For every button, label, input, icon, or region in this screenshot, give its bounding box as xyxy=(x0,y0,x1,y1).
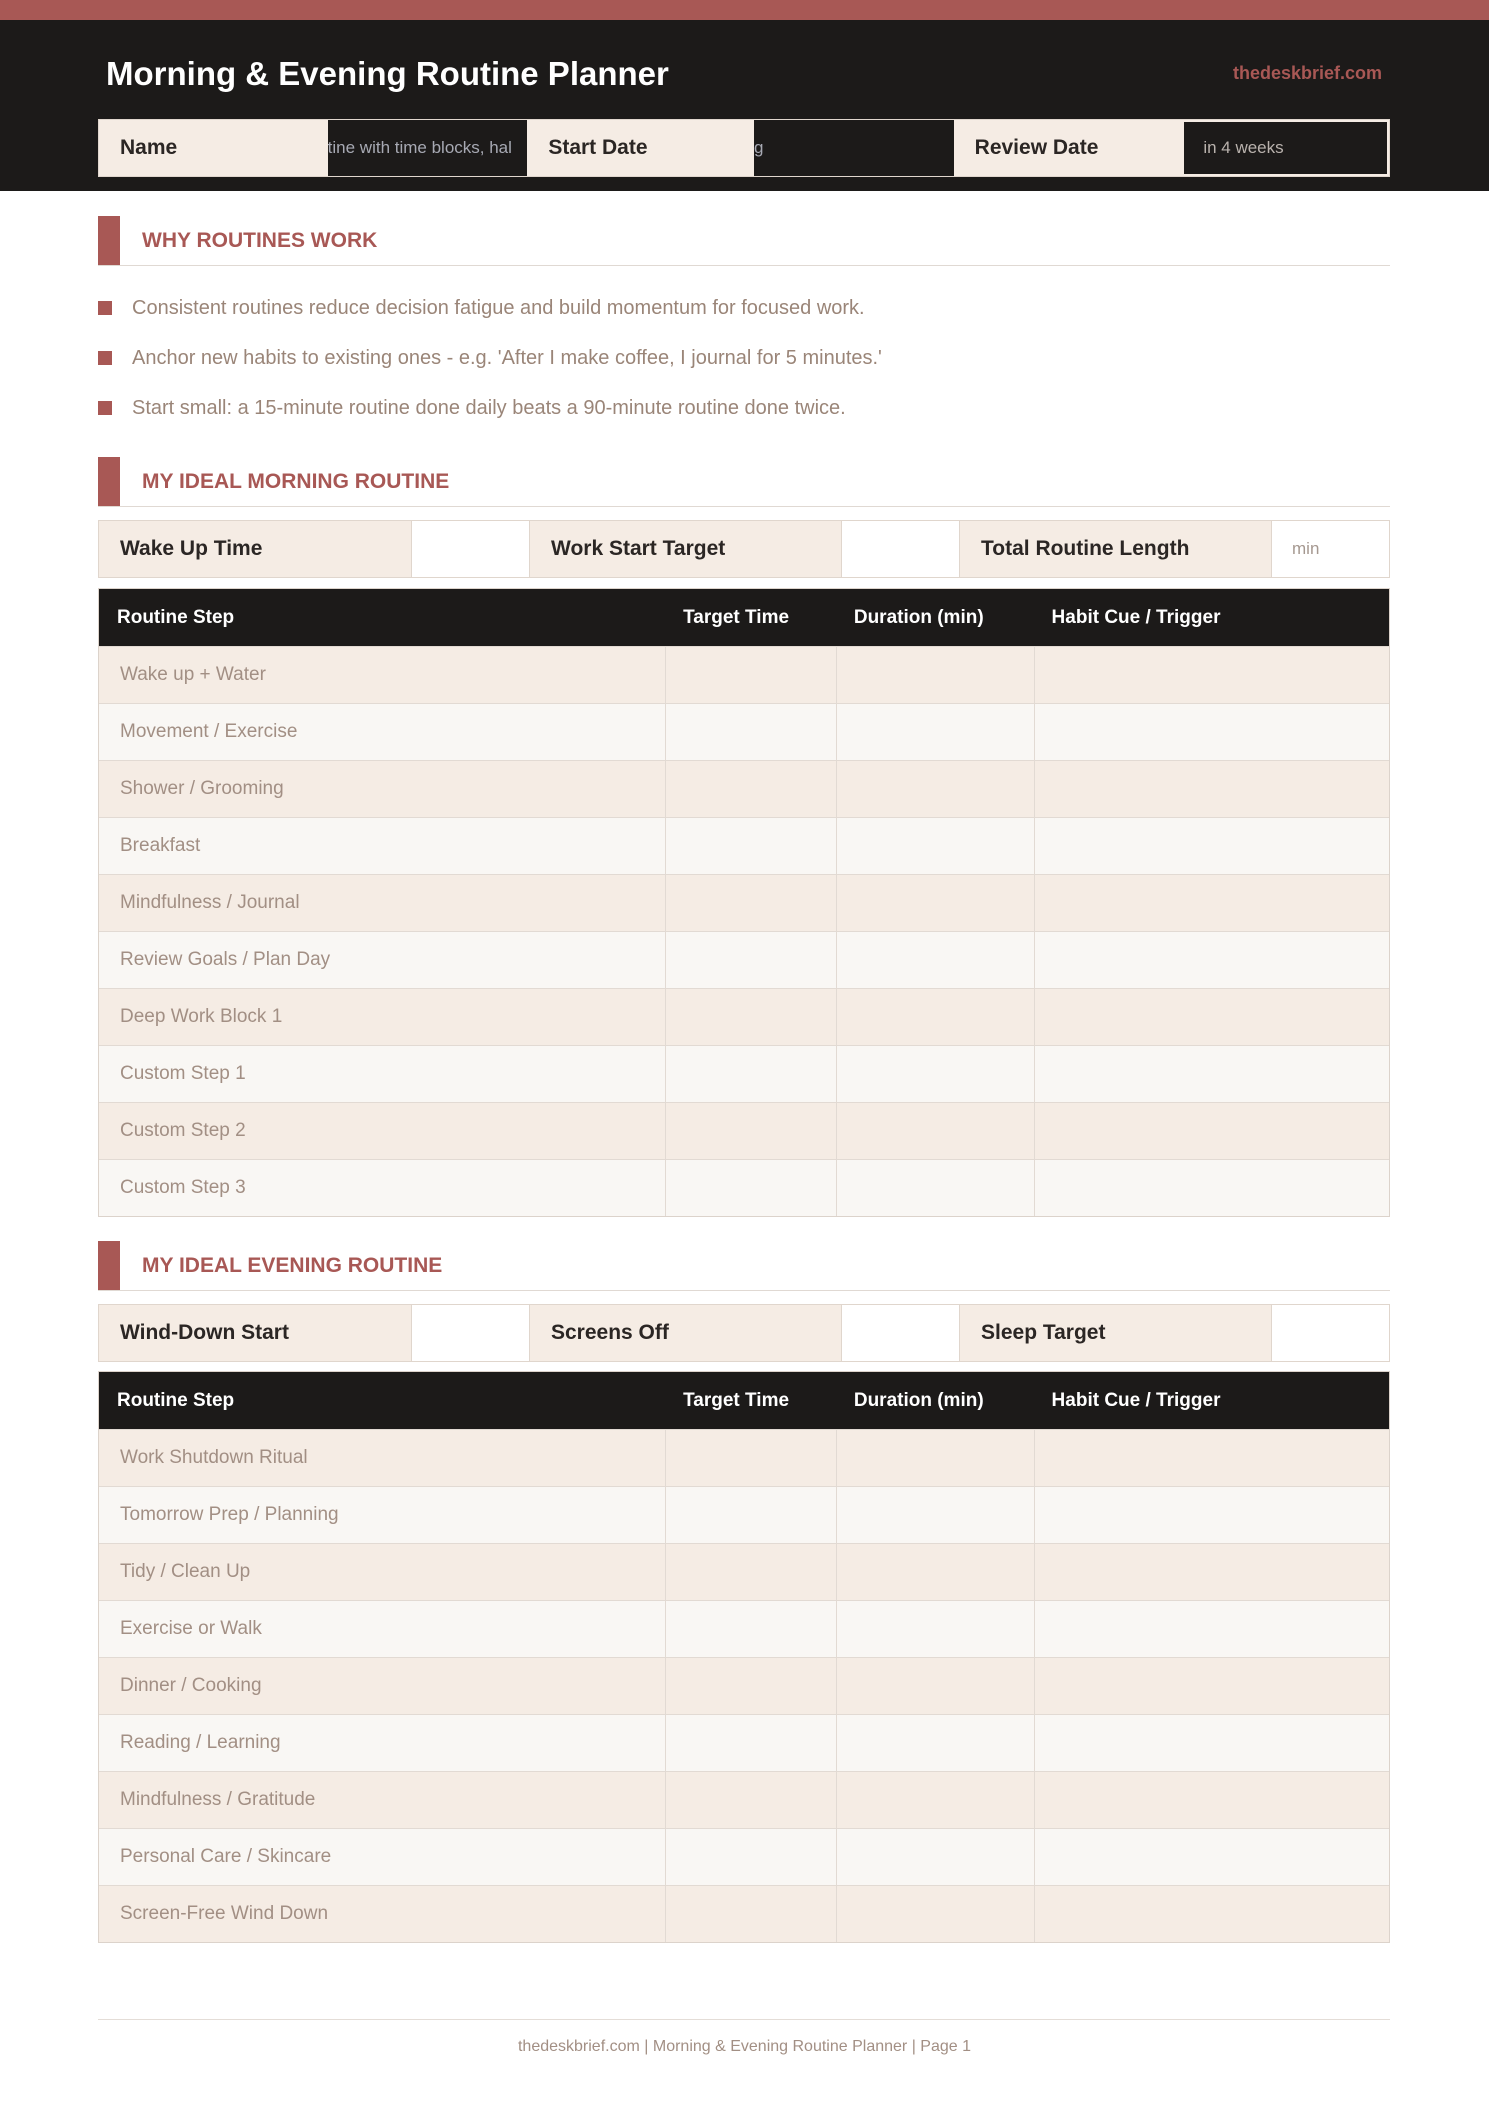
list-item: Consistent routines reduce decision fatigue and build momentum for focused work. xyxy=(98,283,1390,333)
table-row xyxy=(99,703,1389,760)
habit-cue-cell[interactable] xyxy=(1035,1046,1389,1102)
routine-step-cell: Tidy / Clean Up xyxy=(99,1544,666,1600)
target-time-cell[interactable] xyxy=(666,1046,837,1102)
table-row xyxy=(99,1486,1389,1543)
table-row xyxy=(99,760,1389,817)
target-time-cell[interactable] xyxy=(666,1601,837,1657)
bullet-square-icon xyxy=(98,351,112,365)
wake-up-label: Wake Up Time xyxy=(99,521,412,577)
target-time-cell[interactable] xyxy=(666,1487,837,1543)
target-time-cell[interactable] xyxy=(666,1430,837,1486)
habit-cue-cell[interactable] xyxy=(1035,1715,1389,1771)
target-time-cell[interactable] xyxy=(666,1160,837,1216)
name-input[interactable]: tine with time blocks, hal xyxy=(328,120,528,176)
routine-step-cell: Deep Work Block 1 xyxy=(99,989,666,1045)
routine-step-cell: Review Goals / Plan Day xyxy=(99,932,666,988)
duration-cell[interactable] xyxy=(837,1103,1035,1159)
target-time-cell[interactable] xyxy=(666,1886,837,1942)
table-row xyxy=(99,646,1389,703)
routine-step-cell: Exercise or Walk xyxy=(99,1601,666,1657)
col-target-time: Target Time xyxy=(683,606,790,628)
review-date-label: Review Date xyxy=(954,120,1183,176)
screens-off-label: Screens Off xyxy=(530,1305,842,1361)
section-accent xyxy=(98,457,120,506)
duration-cell[interactable] xyxy=(837,875,1035,931)
duration-cell[interactable] xyxy=(837,704,1035,760)
habit-cue-cell[interactable] xyxy=(1035,1103,1389,1159)
table-row xyxy=(99,1045,1389,1102)
screens-off-input[interactable] xyxy=(842,1305,960,1361)
table-row xyxy=(99,1885,1389,1942)
target-time-cell[interactable] xyxy=(666,704,837,760)
page-footer: thedeskbrief.com | Morning & Evening Routine Planner | Page 1 xyxy=(517,2038,971,2055)
table-row xyxy=(99,1159,1389,1216)
habit-cue-cell[interactable] xyxy=(1035,932,1389,988)
section-accent xyxy=(98,216,120,265)
duration-cell[interactable] xyxy=(837,1658,1035,1714)
target-time-cell[interactable] xyxy=(666,1829,837,1885)
routine-length-label: Total Routine Length xyxy=(960,521,1272,577)
col-habit-cue: Habit Cue / Trigger xyxy=(1051,1389,1221,1411)
routine-step-cell: Custom Step 3 xyxy=(99,1160,666,1216)
target-time-cell[interactable] xyxy=(666,1772,837,1828)
routine-step-cell: Work Shutdown Ritual xyxy=(99,1430,666,1486)
habit-cue-cell[interactable] xyxy=(1035,1160,1389,1216)
habit-cue-cell[interactable] xyxy=(1035,989,1389,1045)
duration-cell[interactable] xyxy=(837,1487,1035,1543)
footer-divider xyxy=(98,2019,1390,2020)
table-row xyxy=(99,988,1389,1045)
habit-cue-cell[interactable] xyxy=(1035,647,1389,703)
table-row xyxy=(99,817,1389,874)
site-link[interactable]: thedeskbrief.com xyxy=(1232,63,1382,83)
start-date-label: Start Date xyxy=(527,120,754,176)
col-duration: Duration (min) xyxy=(853,1389,984,1411)
sleep-target-label: Sleep Target xyxy=(960,1305,1272,1361)
table-header xyxy=(99,589,1389,646)
routine-step-cell: Shower / Grooming xyxy=(99,761,666,817)
duration-cell[interactable] xyxy=(837,1601,1035,1657)
col-duration: Duration (min) xyxy=(853,606,984,628)
routine-step-cell: Custom Step 2 xyxy=(99,1103,666,1159)
routine-step-cell: Breakfast xyxy=(99,818,666,874)
table-row xyxy=(99,1771,1389,1828)
duration-cell[interactable] xyxy=(837,1544,1035,1600)
habit-cue-cell[interactable] xyxy=(1035,1487,1389,1543)
evening-table xyxy=(98,1371,1390,1943)
habit-cue-cell[interactable] xyxy=(1035,1544,1389,1600)
table-row xyxy=(99,1429,1389,1486)
habit-cue-cell[interactable] xyxy=(1035,875,1389,931)
duration-cell[interactable] xyxy=(837,1430,1035,1486)
section-morning xyxy=(98,457,1390,507)
duration-cell[interactable] xyxy=(837,1046,1035,1102)
wake-up-input[interactable] xyxy=(412,521,530,577)
target-time-cell[interactable] xyxy=(666,932,837,988)
table-row xyxy=(99,1543,1389,1600)
routine-step-cell: Mindfulness / Gratitude xyxy=(99,1772,666,1828)
sleep-target-input[interactable] xyxy=(1272,1305,1389,1361)
habit-cue-cell[interactable] xyxy=(1035,1430,1389,1486)
routine-step-cell: Mindfulness / Journal xyxy=(99,875,666,931)
routine-step-cell: Personal Care / Skincare xyxy=(99,1829,666,1885)
section-heading: MY IDEAL EVENING ROUTINE xyxy=(142,1254,443,1277)
target-time-cell[interactable] xyxy=(666,647,837,703)
duration-cell[interactable] xyxy=(837,1160,1035,1216)
col-target-time: Target Time xyxy=(683,1389,790,1411)
top-accent-bar xyxy=(0,0,1489,20)
duration-cell[interactable] xyxy=(837,1829,1035,1885)
habit-cue-cell[interactable] xyxy=(1035,1658,1389,1714)
col-habit-cue: Habit Cue / Trigger xyxy=(1051,606,1221,628)
target-time-cell[interactable] xyxy=(666,989,837,1045)
target-time-cell[interactable] xyxy=(666,1544,837,1600)
duration-cell[interactable] xyxy=(837,761,1035,817)
wind-down-input[interactable] xyxy=(412,1305,530,1361)
duration-cell[interactable] xyxy=(837,989,1035,1045)
page-title: Morning & Evening Routine Planner xyxy=(106,55,669,92)
section-heading: WHY ROUTINES WORK xyxy=(142,229,378,252)
work-start-label: Work Start Target xyxy=(530,521,842,577)
habit-cue-cell[interactable] xyxy=(1035,1772,1389,1828)
table-row xyxy=(99,874,1389,931)
wind-down-label: Wind-Down Start xyxy=(99,1305,412,1361)
bullet-square-icon xyxy=(98,301,112,315)
table-row xyxy=(99,1600,1389,1657)
target-time-cell[interactable] xyxy=(666,818,837,874)
morning-fields xyxy=(98,520,1390,578)
section-accent xyxy=(98,1241,120,1290)
routine-step-cell: Screen-Free Wind Down xyxy=(99,1886,666,1942)
review-date-input[interactable]: in 4 weeks xyxy=(1182,120,1389,176)
habit-cue-cell[interactable] xyxy=(1035,818,1389,874)
routine-length-input[interactable]: min xyxy=(1272,521,1389,577)
section-why xyxy=(98,216,1390,266)
duration-cell[interactable] xyxy=(837,818,1035,874)
routine-step-cell: Wake up + Water xyxy=(99,647,666,703)
duration-cell[interactable] xyxy=(837,1886,1035,1942)
table-header xyxy=(99,1372,1389,1429)
target-time-cell[interactable] xyxy=(666,761,837,817)
table-row xyxy=(99,1657,1389,1714)
target-time-cell[interactable] xyxy=(666,875,837,931)
routine-step-cell: Custom Step 1 xyxy=(99,1046,666,1102)
work-start-input[interactable] xyxy=(842,521,960,577)
habit-cue-cell[interactable] xyxy=(1035,761,1389,817)
duration-cell[interactable] xyxy=(837,647,1035,703)
evening-fields xyxy=(98,1304,1390,1362)
list-item: Anchor new habits to existing ones - e.g. 'After I make coffee, I journal for 5 minutes.' xyxy=(98,333,1390,383)
morning-table xyxy=(98,588,1390,1217)
start-date-input[interactable]: g xyxy=(754,120,954,176)
bullet-square-icon xyxy=(98,401,112,415)
routine-step-cell: Dinner / Cooking xyxy=(99,1658,666,1714)
table-row xyxy=(99,1102,1389,1159)
routine-step-cell: Reading / Learning xyxy=(99,1715,666,1771)
routine-step-cell: Tomorrow Prep / Planning xyxy=(99,1487,666,1543)
list-item: Start small: a 15-minute routine done daily beats a 90-minute routine done twice. xyxy=(98,383,1390,433)
duration-cell[interactable] xyxy=(837,1715,1035,1771)
table-row xyxy=(99,1714,1389,1771)
table-row xyxy=(99,1828,1389,1885)
target-time-cell[interactable] xyxy=(666,1103,837,1159)
target-time-cell[interactable] xyxy=(666,1658,837,1714)
habit-cue-cell[interactable] xyxy=(1035,1829,1389,1885)
habit-cue-cell[interactable] xyxy=(1035,1886,1389,1942)
col-routine-step: Routine Step xyxy=(117,606,235,628)
name-label: Name xyxy=(99,120,328,176)
target-time-cell[interactable] xyxy=(666,1715,837,1771)
habit-cue-cell[interactable] xyxy=(1035,1601,1389,1657)
section-evening xyxy=(98,1241,1390,1291)
routine-step-cell: Movement / Exercise xyxy=(99,704,666,760)
habit-cue-cell[interactable] xyxy=(1035,704,1389,760)
duration-cell[interactable] xyxy=(837,1772,1035,1828)
section-heading: MY IDEAL MORNING ROUTINE xyxy=(142,470,450,493)
col-routine-step: Routine Step xyxy=(117,1389,235,1411)
info-bar xyxy=(98,119,1390,177)
duration-cell[interactable] xyxy=(837,932,1035,988)
why-bullet-list xyxy=(98,283,1390,433)
table-row xyxy=(99,931,1389,988)
